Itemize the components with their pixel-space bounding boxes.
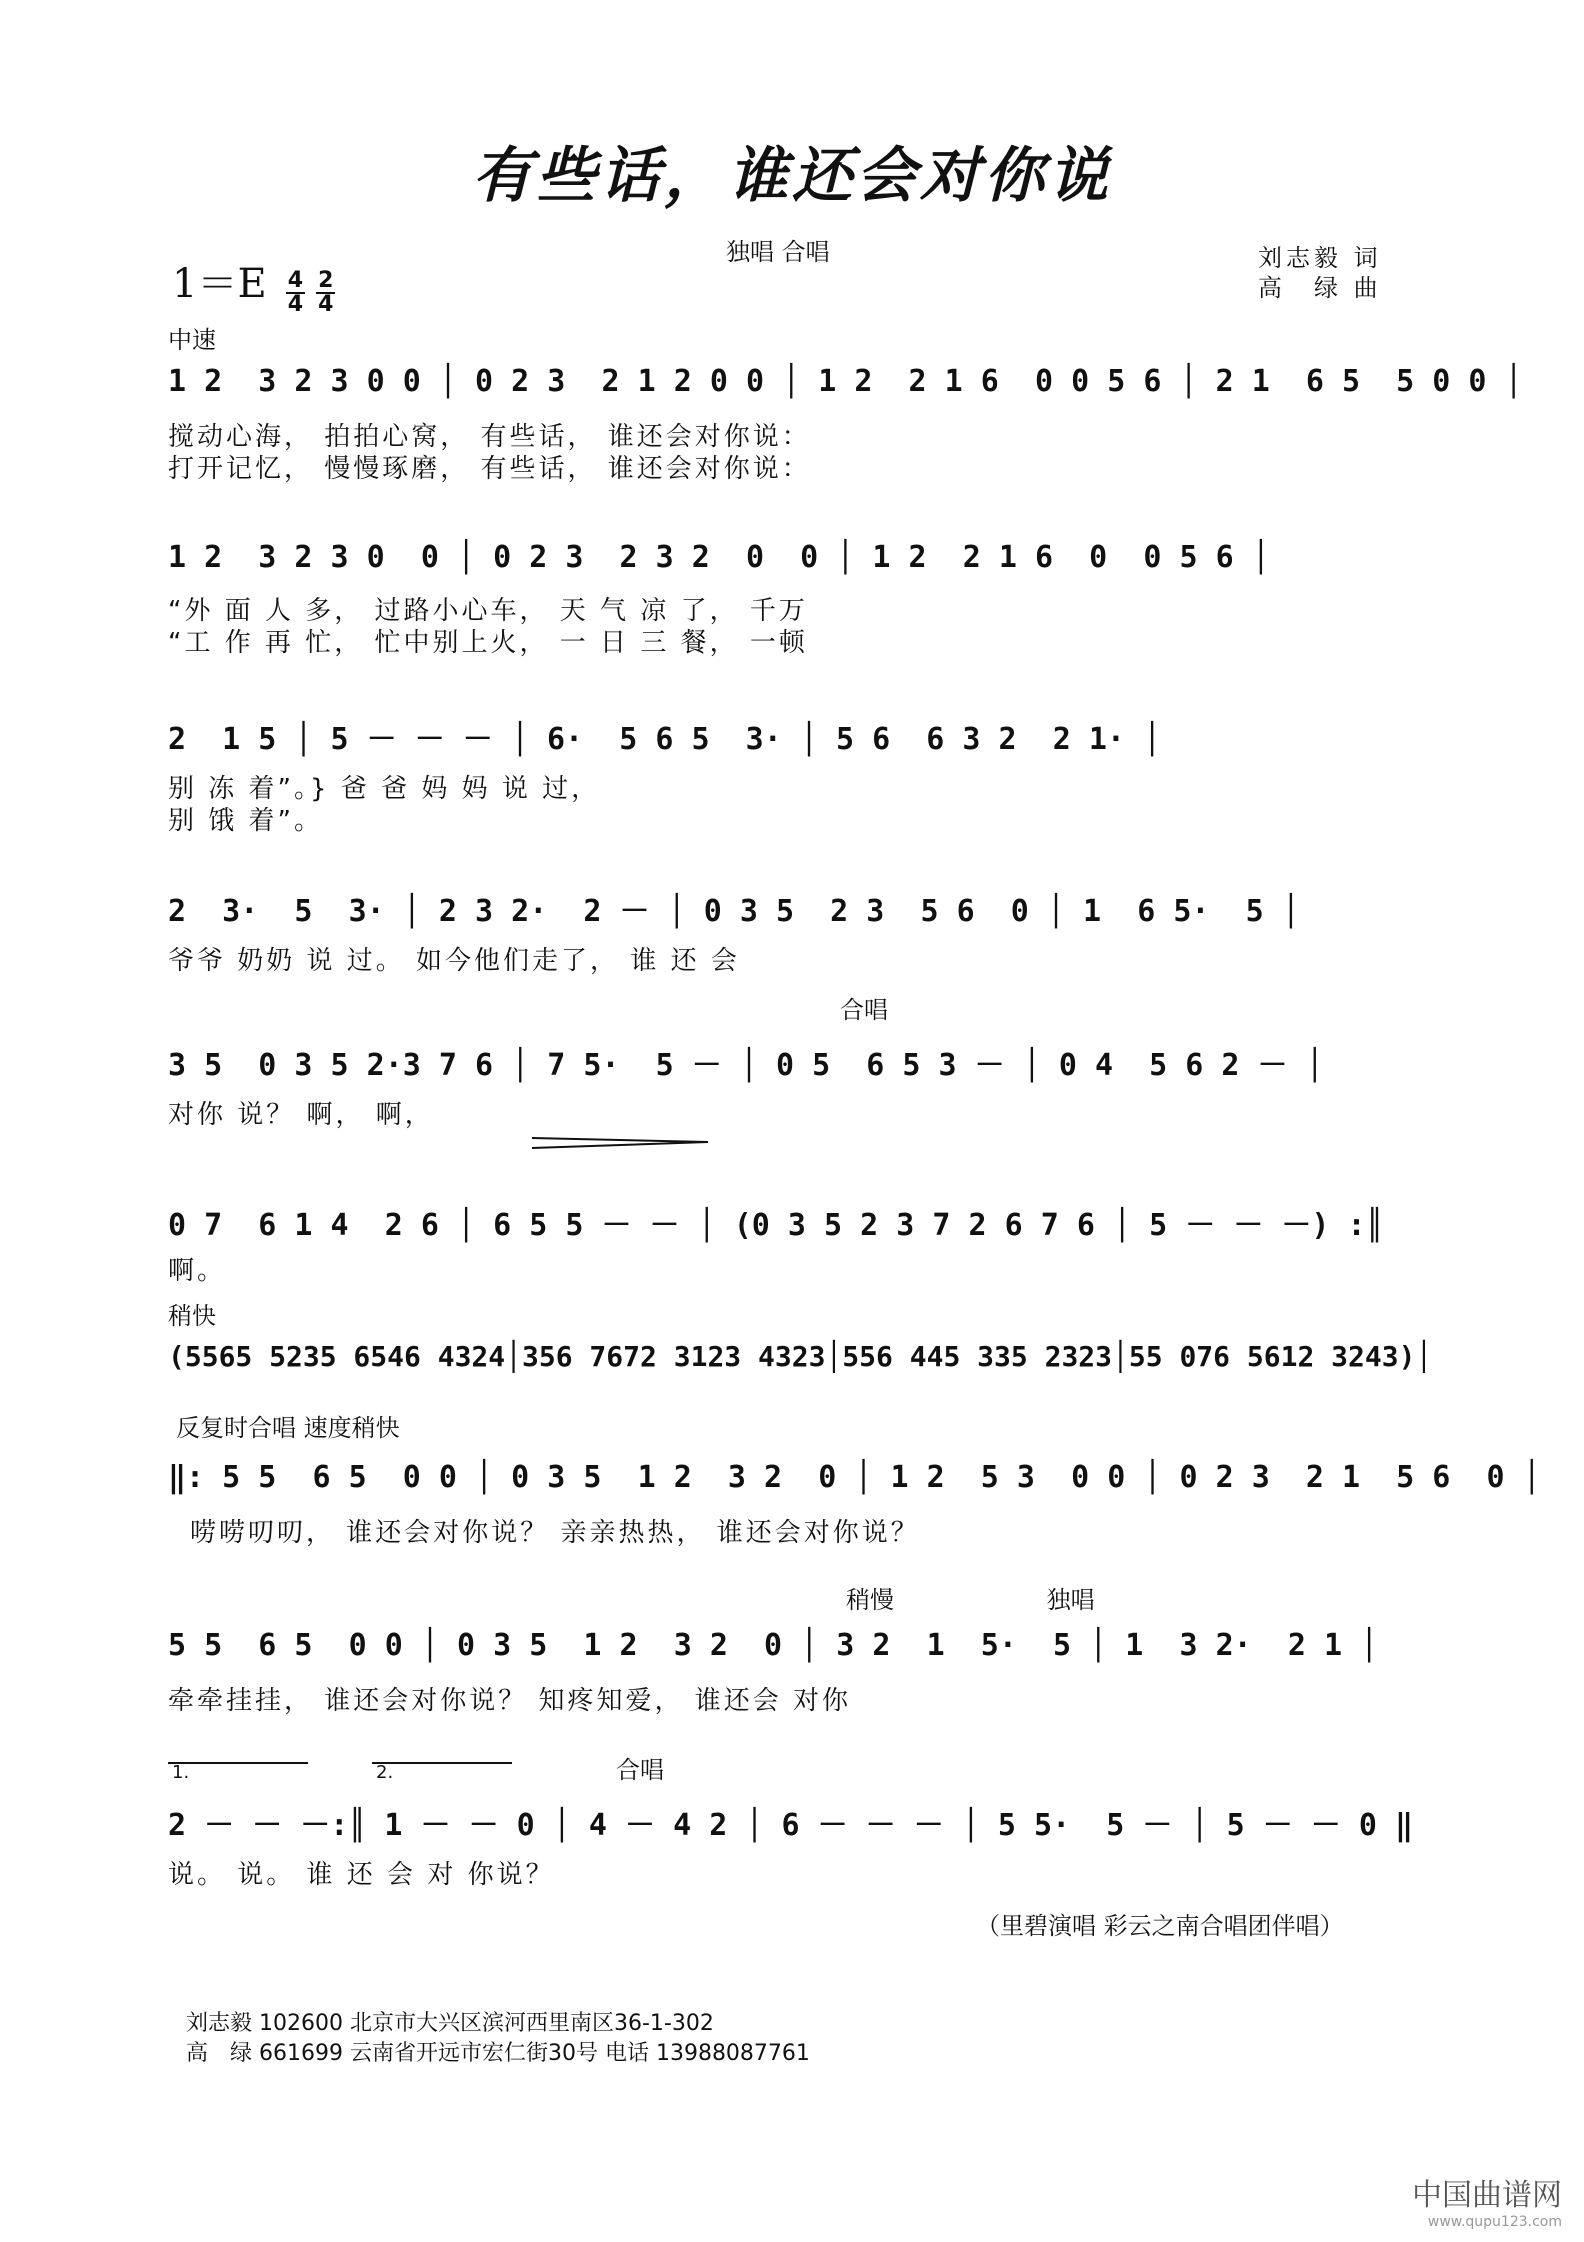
volta-label-2: 2.	[376, 1762, 394, 1783]
chorus-mark: 合唱	[840, 996, 888, 1024]
lyric-line: 牵牵挂挂， 谁还会对你说？ 知疼知爱， 谁还会 对你	[168, 1686, 852, 1716]
lyric-line: “工 作 再 忙， 忙中别上火， 一 日 三 餐， 一顿	[168, 628, 808, 658]
tempo-mark: 稍快	[168, 1302, 216, 1330]
time-signature-2-4	[316, 267, 335, 317]
lyric-line: 唠唠叨叨， 谁还会对你说？ 亲亲热热， 谁还会对你说？	[190, 1518, 920, 1548]
lyric-line: 搅动心海， 拍拍心窝， 有些话， 谁还会对你说：	[168, 422, 811, 452]
footer-address-1: 刘志毅 102600 北京市大兴区滨河西里南区36-1-302	[186, 2011, 714, 2036]
time-sig-top: 4	[287, 267, 304, 293]
notation-line: 2 3· 5 3· │ 2 3 2· 2 － │ 0 3 5 2 3 5 6 0 │ 1 6 5· 5 │	[168, 894, 1300, 929]
watermark-url: www.qupu123.com	[1427, 2214, 1562, 2230]
notation-line: 1 2 3 2 3 0 0 │ 0 2 3 2 3 2 0 0 │ 1 2 2 1 6 0 0 5 6 │	[168, 540, 1270, 575]
composer-credit: 高 绿 曲	[1258, 274, 1382, 302]
lyricist-credit: 刘志毅 词	[1258, 244, 1382, 272]
time-signature-4-4	[286, 267, 305, 317]
song-title: 有些话，谁还会对你说	[472, 141, 1112, 211]
performers-note: （里碧演唱 彩云之南合唱团伴唱）	[976, 1912, 1344, 1940]
volta-label-1: 1.	[172, 1762, 190, 1783]
performance-type: 独唱 合唱	[726, 238, 830, 266]
key-text: 1＝E	[172, 261, 267, 307]
time-sig-top: 2	[318, 267, 334, 293]
lyric-line: 别 饿 着”。	[168, 806, 323, 836]
crescendo-mark	[530, 1136, 710, 1156]
time-sig-bottom: 4	[287, 291, 304, 317]
notation-line: 5 5 6 5 0 0 │ 0 3 5 1 2 3 2 0 │ 3 2 1 5· 5 │ 1 3 2· 2 1 │	[168, 1628, 1379, 1663]
notation-line: 2 1 5 │ 5 － － － │ 6· 5 6 5 3· │ 5 6 6 3 2 2 1· │	[168, 722, 1162, 757]
lyric-line: 打开记忆， 慢慢琢磨， 有些话， 谁还会对你说：	[168, 454, 811, 484]
lyric-line: 别 冻 着”。} 爸 爸 妈 妈 说 过，	[168, 774, 601, 804]
watermark-brand: 中国曲谱网	[1412, 2178, 1562, 2213]
lyric-line: “外 面 人 多， 过路小心车， 天 气 凉 了， 千万	[168, 596, 808, 626]
notation-line: (5565 5235 6546 4324│356 7672 3123 4323│556 445 335 2323│55 076 5612 3243)│	[168, 1340, 1433, 1373]
lyric-line: 说。 说。 谁 还 会 对 你说？	[168, 1860, 555, 1890]
lyric-line: 爷爷 奶奶 说 过。 如今他们走了， 谁 还 会	[168, 946, 740, 976]
notation-line: 0 7 6 1 4 2 6 │ 6 5 5 － － │ (0 3 5 2 3 7 2 6 7 6 │ 5 － － －) :║	[168, 1208, 1384, 1243]
tempo-mark: 稍慢 独唱	[846, 1586, 1095, 1614]
site-watermark	[1412, 2170, 1562, 2230]
chorus-mark: 合唱	[616, 1756, 664, 1784]
time-sig-bottom: 4	[318, 291, 334, 317]
tempo-mark: 中速	[168, 326, 216, 354]
notation-line: 3 5 0 3 5 2·3 7 6 │ 7 5· 5 － │ 0 5 6 5 3 － │ 0 4 5 6 2 － │	[168, 1048, 1324, 1083]
key-signature	[172, 252, 335, 316]
footer-address-2: 高 绿 661699 云南省开远市宏仁街30号 电话 13988087761	[186, 2041, 810, 2066]
notation-line: ‖: 5 5 6 5 0 0 │ 0 3 5 1 2 3 2 0 │ 1 2 5 3 0 0 │ 0 2 3 2 1 5 6 0 │	[168, 1460, 1541, 1495]
notation-line: 2 － － －:║ 1 － － 0 │ 4 － 4 2 │ 6 － － － │ 5 5· 5 － │ 5 － － 0 ‖	[168, 1808, 1414, 1843]
lyric-line: 对你 说？ 啊， 啊，	[168, 1100, 434, 1130]
notation-line: 1 2 3 2 3 0 0 │ 0 2 3 2 1 2 0 0 │ 1 2 2 1 6 0 0 5 6 │ 2 1 6 5 5 0 0 │	[168, 364, 1523, 399]
repeat-instruction: 反复时合唱 速度稍快	[176, 1414, 400, 1442]
lyric-line: 啊。	[168, 1256, 227, 1286]
